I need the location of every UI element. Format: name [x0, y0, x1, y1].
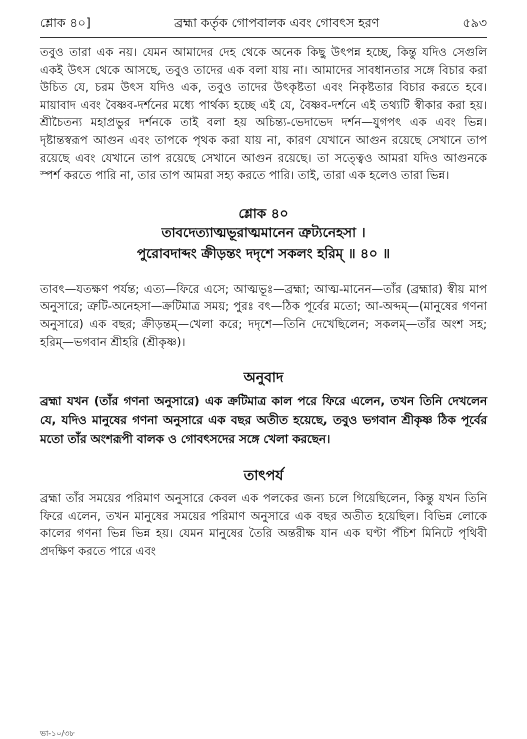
purport-text: ব্রহ্মা তাঁর সময়ের পরিমাণ অনুসারে কেবল এক পলকের জন্য চলে গিয়েছিলেন, কিন্তু যখন তিনি ফিরে এলেন, তখন মানুষের সময়ের পরিমাণ অনুসারে এক বছর অতীত হয়েছিল। বিভিন্ন লোকে কালের গণনা ভিন্ন ভিন্ন হয়। যেমন মানুষের তৈরি অন্তরীক্ষ যান এক ঘণ্টা পঁচিশ মিনিটে পৃথিবী প্রদক্ষিণ করতে পারে এবং: [40, 491, 487, 558]
translation-heading: অনুবাদ: [243, 370, 284, 387]
header-verse-ref: শ্লোক ৪০]: [40, 15, 91, 30]
header-rule: [40, 37, 487, 38]
purport-heading: তাৎপর্য: [243, 468, 284, 485]
footer-signature: ভা-১০/৩৮: [40, 729, 75, 738]
translation-text: ব্রহ্মা যখন (তাঁর গণনা অনুসারে) এক ক্রটিমাত্র কাল পরে ফিরে এলেন, তখন তিনি দেখলেন যে, যদিও মানুষের গণনা অনুসারে এক বছর অতীত হয়েছে, তবুও ভগবান শ্রীকৃষ্ণ ঠিক পূর্বের মতো তাঁর অংশরূপী বালক ও গোবৎসদের সঙ্গে খেলা করছেন।: [40, 394, 487, 447]
verse-number: শ্লোক ৪০: [238, 205, 289, 222]
header-chapter-title: ব্রহ্মা কর্তৃক গোপবালক এবং গোবৎস হরণ: [174, 15, 380, 30]
verse-line-2: পুরোবদাব্দং ক্রীড়ন্তং দদৃশে সকলং হরিম্ ॥ ৪০ ॥: [136, 245, 391, 262]
running-header: [40, 14, 487, 34]
translation-block: [40, 392, 487, 449]
verse-line-1: তাবদেত্যাত্মভূরাত্মমানেন ত্রুট্যনেহসা ।: [161, 224, 366, 241]
top-paragraph: তবুও তারা এক নয়। যেমন আমাদের দেহ থেকে অনেক কিছু উৎপন্ন হচ্ছে, কিন্তু যদিও সেগুলি একই উৎস থেকে আসছে, তবুও তাদের এক বলা যায় না। আমাদের সাবধানতার সঙ্গে বিচার করা উচিত যে, চরম উৎস যদিও এক, তবুও তাদের উৎকৃষ্টতা এবং নিকৃষ্টতার বিচার করতে হবে। মায়াবাদ এবং বৈষ্ণব-দর্শনের মধ্যে পার্থক্য হচ্ছে এই যে, বৈষ্ণব-দর্শনে এই তথ্যটি স্বীকার করা হয়। শ্রীচৈতন্য মহাপ্রভুর দর্শনকে তাই বলা হয় অচিন্ত্য-ভেদাভেদ দর্শন—যুগপৎ এক এবং ভিন্ন। দৃষ্টান্তস্বরূপ আগুন এবং তাপকে পৃথক করা যায় না, কারণ যেখানে আগুন রয়েছে সেখানে তাপ রয়েছে এবং যেখানে তাপ রয়েছে সেখানে আগুন রয়েছে। তা সত্ত্বেও আমরা যদিও আগুনকে স্পর্শ করতে পারি না, তার তাপ আমরা সহ্য করতে পারি। তাই, তারা এক হলেও তারা ভিন্ন।: [40, 45, 487, 183]
header-page-number: ৫৯৩: [462, 15, 487, 30]
synonyms-paragraph: তাবৎ—যতক্ষণ পর্যন্ত; এত্য—ফিরে এসে; আত্মভূঃ—ব্রহ্মা; আত্ম-মানেন—তাঁর (ব্রহ্মার) স্বীয় মাপ অনুসারে; ত্রুটি-অনেহসা—ক্রটিমাত্র সময়; পুরঃ বৎ—ঠিক পূর্বের মতো; আ-অব্দম্—(মানুষের গণনা অনুসারে) এক বছর; ক্রীড়ন্তম্—খেলা করে; দদৃশে—তিনি দেখেছিলেন; সকলম্—তাঁর অংশ সহ; হরিম্—ভগবান শ্রীহরি (শ্রীকৃষ্ণ)।: [40, 281, 487, 349]
